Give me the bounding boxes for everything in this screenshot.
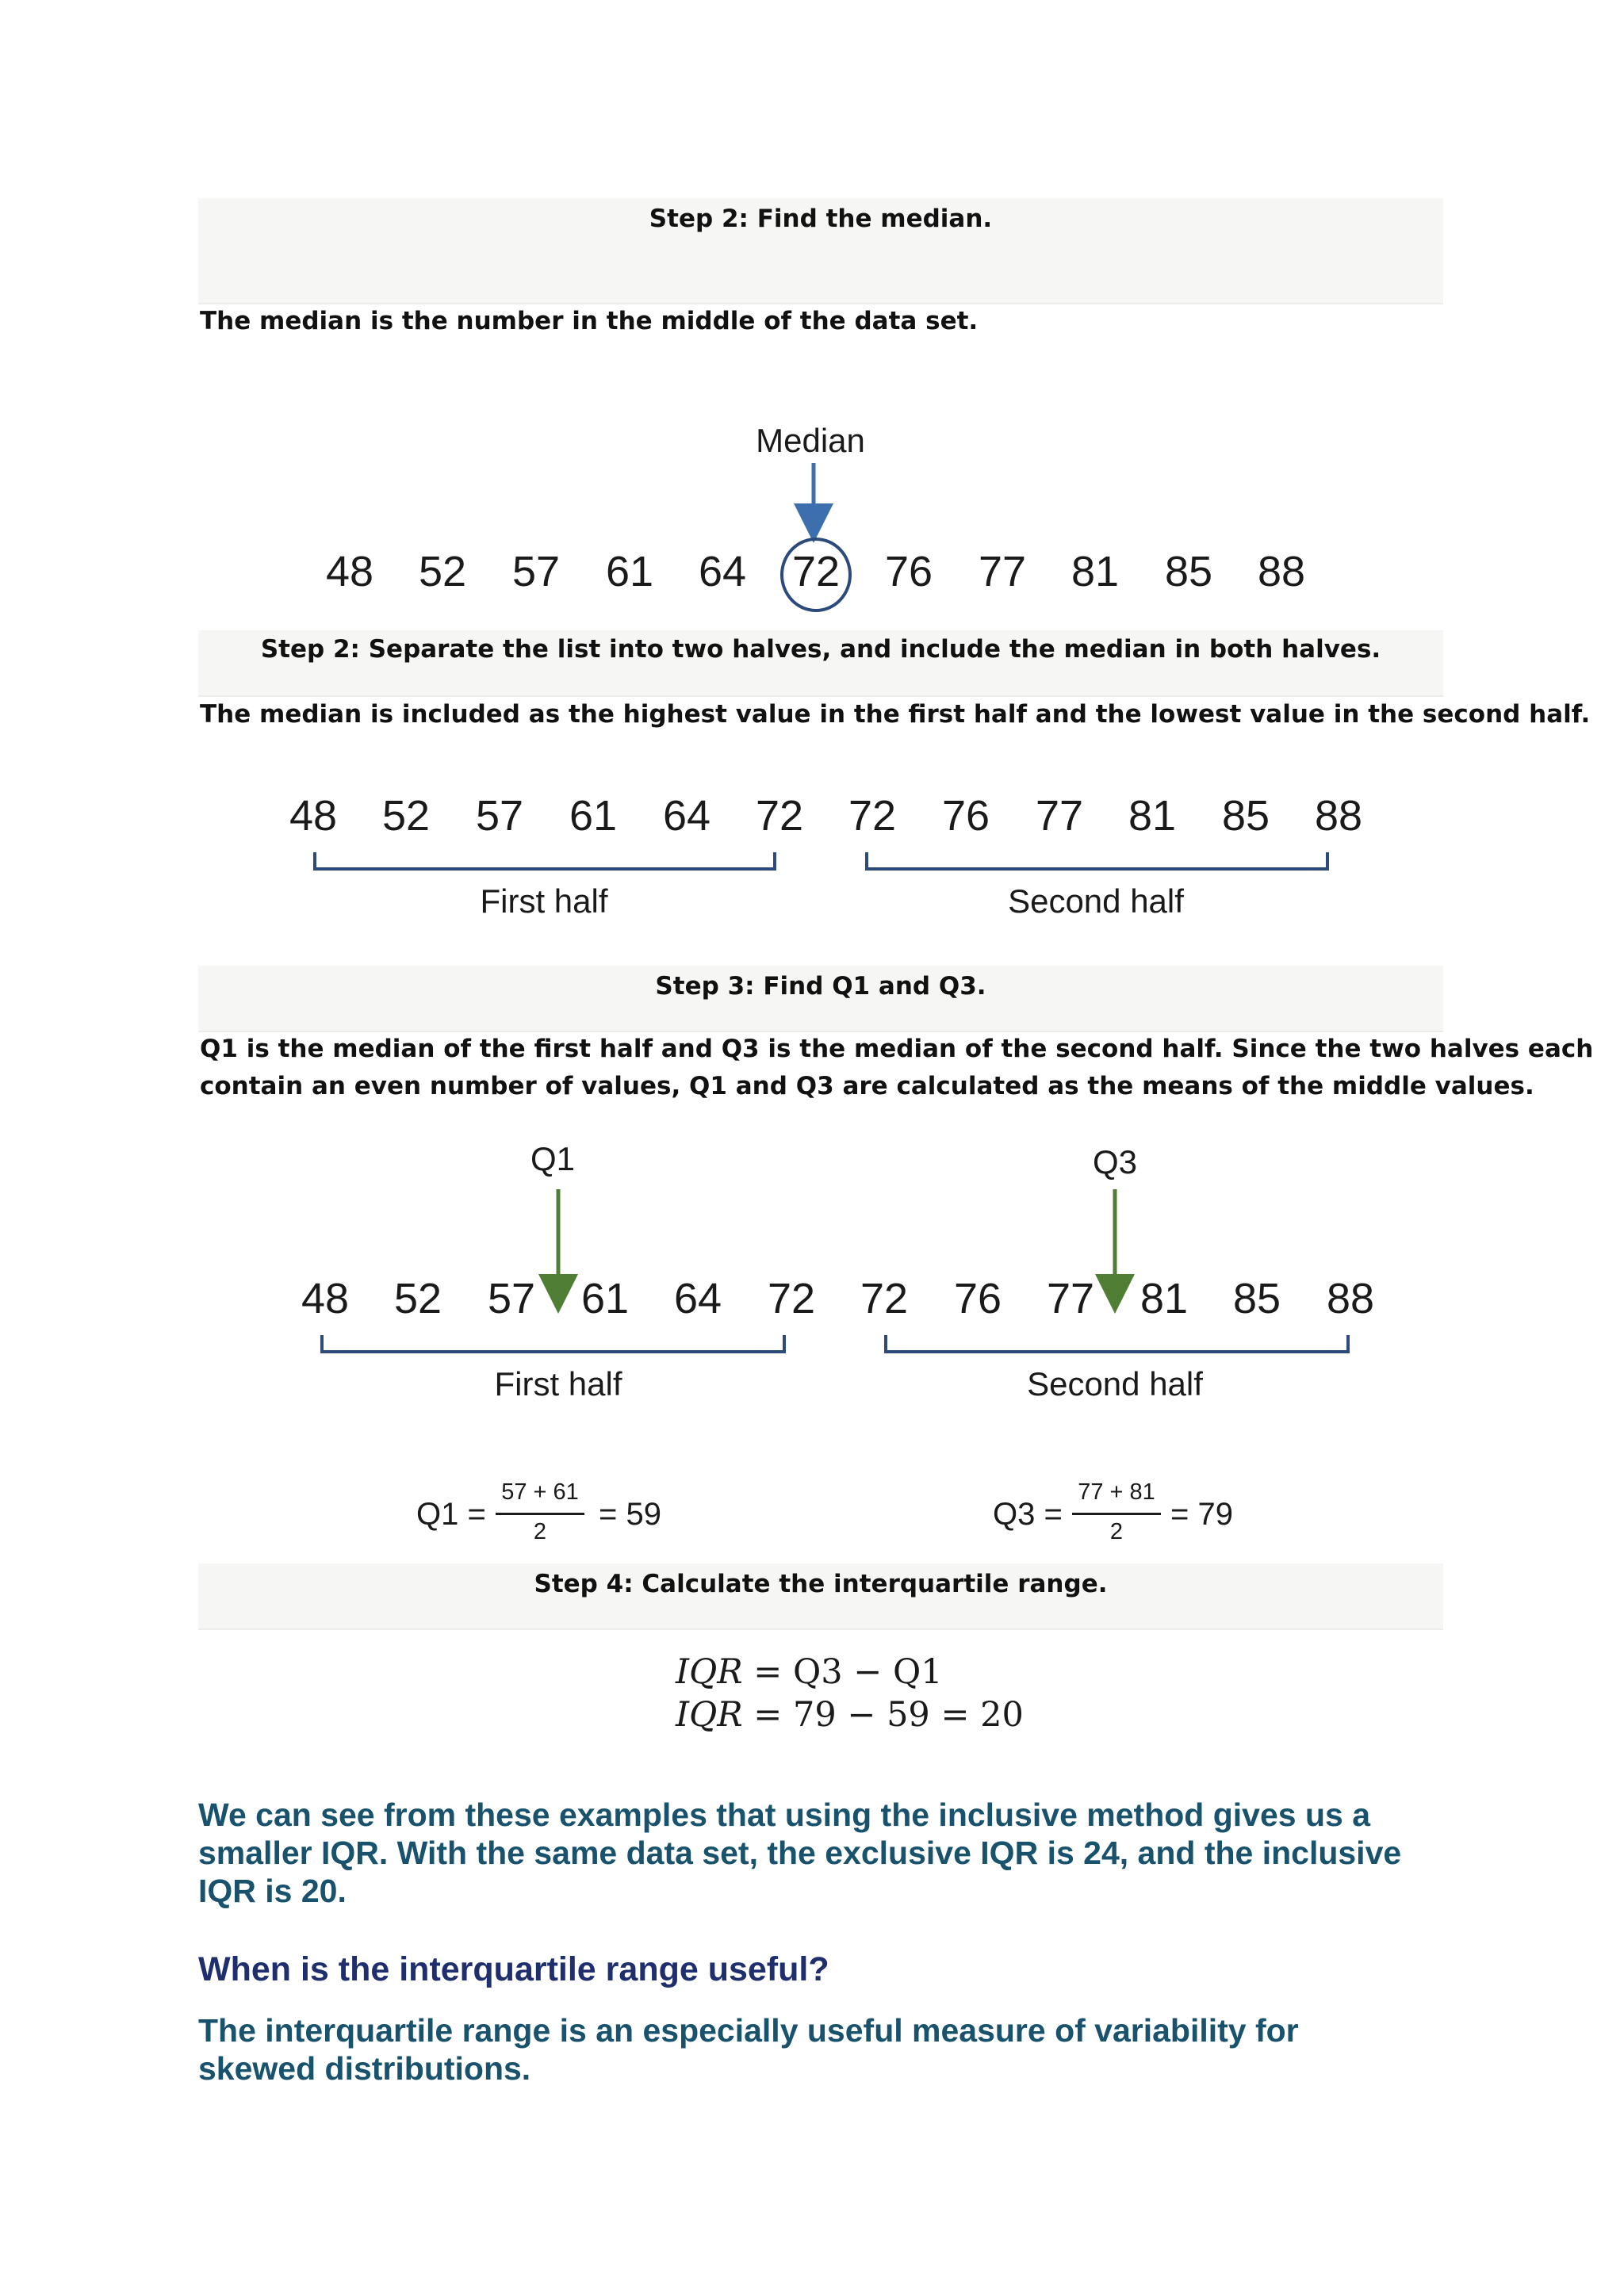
q1-numerator: 57 + 61 bbox=[501, 1479, 579, 1505]
iqr-equation-1-rhs: = Q3 − Q1 bbox=[753, 1652, 943, 1692]
value-85: 85 bbox=[1164, 548, 1213, 595]
value-61: 61 bbox=[605, 548, 654, 595]
first-half-value: 52 bbox=[381, 792, 431, 840]
value-64: 64 bbox=[698, 548, 747, 595]
second-half-bracket bbox=[886, 1335, 1348, 1352]
value-81: 81 bbox=[1071, 548, 1120, 595]
median-label: Median bbox=[756, 422, 865, 459]
section-heading: When is the interquartile range useful? bbox=[198, 1950, 829, 1988]
second-half-bracket bbox=[867, 852, 1327, 869]
q1-label: Q1 bbox=[530, 1140, 576, 1177]
second-half-value: 77 bbox=[1046, 1275, 1095, 1322]
median-circle bbox=[782, 539, 850, 610]
second-half-value: 72 bbox=[848, 792, 897, 840]
first-half-value: 57 bbox=[487, 1275, 536, 1322]
first-half-bracket bbox=[322, 1335, 784, 1352]
iqr-symbol: IQR bbox=[676, 1695, 743, 1735]
second-half-value: 76 bbox=[941, 792, 990, 840]
step3-explanation-line1: Q1 is the median of the first half and Q3 is the median of the second half. Since the two halves each bbox=[200, 1035, 1594, 1063]
value-48: 48 bbox=[325, 548, 374, 595]
q1-denominator: 2 bbox=[533, 1519, 547, 1544]
second-half-value: 88 bbox=[1314, 792, 1363, 840]
value-52: 52 bbox=[418, 548, 467, 595]
median-definition: The median is the number in the middle of the data set. bbox=[200, 307, 979, 335]
value-77: 77 bbox=[978, 548, 1027, 595]
step2-separate-heading: Step 2: Separate the list into two halves, and include the median in both halves. bbox=[260, 635, 1381, 664]
value-57: 57 bbox=[511, 548, 561, 595]
second-half-value: 88 bbox=[1326, 1275, 1375, 1322]
first-half-value: 52 bbox=[393, 1275, 442, 1322]
q3-formula-result: = 79 bbox=[1170, 1497, 1233, 1532]
value-72-median: 72 bbox=[791, 548, 841, 595]
first-half-value: 57 bbox=[475, 792, 524, 840]
first-half-value: 72 bbox=[755, 792, 804, 840]
iqr-symbol: IQR bbox=[676, 1652, 743, 1692]
first-half-value: 48 bbox=[289, 792, 338, 840]
second-half-value: 81 bbox=[1139, 1275, 1189, 1322]
step2-find-median-heading: Step 2: Find the median. bbox=[649, 205, 993, 233]
second-half-label: Second half bbox=[1027, 1365, 1203, 1402]
second-half-value: 85 bbox=[1232, 1275, 1281, 1322]
second-half-value: 76 bbox=[953, 1275, 1002, 1322]
step3-heading: Step 3: Find Q1 and Q3. bbox=[655, 972, 986, 1001]
iqr-equation-2-rhs: = 79 − 59 = 20 bbox=[753, 1695, 1024, 1735]
first-half-value: 72 bbox=[767, 1275, 816, 1322]
first-half-label: First half bbox=[494, 1365, 622, 1402]
median-included-explanation: The median is included as the highest value in the first half and the lowest value in the second half. bbox=[200, 700, 1591, 729]
second-half-label: Second half bbox=[1008, 882, 1184, 920]
value-76: 76 bbox=[884, 548, 933, 595]
first-half-value: 64 bbox=[673, 1275, 722, 1322]
second-half-value: 85 bbox=[1221, 792, 1270, 840]
first-half-value: 61 bbox=[580, 1275, 630, 1322]
first-half-value: 61 bbox=[569, 792, 618, 840]
q3-label: Q3 bbox=[1092, 1143, 1138, 1181]
q3-denominator: 2 bbox=[1109, 1519, 1124, 1544]
second-half-value: 81 bbox=[1128, 792, 1177, 840]
q3-numerator: 77 + 81 bbox=[1078, 1479, 1155, 1505]
conclusion-paragraph: We can see from these examples that using the inclusive method gives us a smaller IQR. With the same data set, the exclusive IQR is 24, and the inclusive IQR is 20. bbox=[198, 1797, 1402, 1909]
step3-explanation-line2: contain an even number of values, Q1 and Q3 are calculated as the means of the middle values. bbox=[200, 1072, 1534, 1100]
first-half-bracket bbox=[315, 852, 775, 869]
q1-formula-lhs: Q1 = bbox=[416, 1497, 486, 1532]
first-half-value: 64 bbox=[662, 792, 711, 840]
first-half-label: First half bbox=[480, 882, 608, 920]
q3-formula-lhs: Q3 = bbox=[993, 1497, 1063, 1532]
second-half-value: 77 bbox=[1035, 792, 1084, 840]
second-half-value: 72 bbox=[860, 1275, 909, 1322]
section-paragraph: The interquartile range is an especially useful measure of variability for skewed distributions. bbox=[198, 2012, 1299, 2087]
q1-formula-result: = 59 bbox=[599, 1497, 661, 1532]
value-88: 88 bbox=[1257, 548, 1306, 595]
step4-heading: Step 4: Calculate the interquartile range. bbox=[534, 1570, 1108, 1598]
first-half-value: 48 bbox=[301, 1275, 350, 1322]
